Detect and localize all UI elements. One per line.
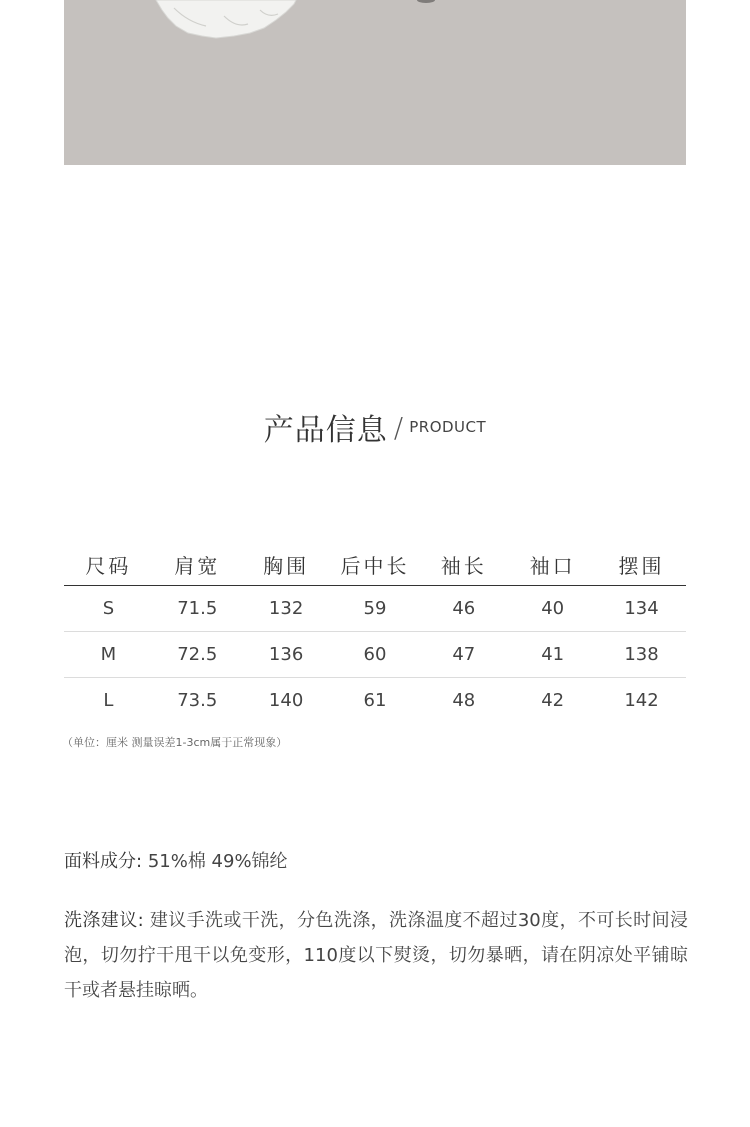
measurement-note: （单位：厘米 测量误差1-3cm属于正常现象） [62, 736, 288, 749]
header-cuff: 袖口 [508, 545, 597, 586]
table-cell: M [64, 632, 153, 678]
table-cell: 132 [242, 586, 331, 632]
table-cell: 41 [508, 632, 597, 678]
wash-label: 洗涤建议: [64, 910, 144, 931]
header-hem: 摆围 [597, 545, 686, 586]
table-cell: 71.5 [153, 586, 242, 632]
table-cell: 42 [541, 690, 565, 711]
size-chart-header-row [64, 545, 686, 586]
table-cell: 47 [419, 632, 508, 678]
table-cell: 40 [508, 586, 597, 632]
table-cell: 60 [331, 632, 420, 678]
size-chart-table [64, 545, 686, 723]
table-row [64, 632, 686, 678]
table-row [64, 586, 686, 632]
header-shoulder-width: 肩宽 [153, 545, 242, 586]
table-cell: L [103, 690, 114, 711]
table-cell: 134 [597, 586, 686, 632]
table-cell: 73.5 [177, 690, 218, 711]
section-title-en: PRODUCT [409, 418, 487, 436]
table-cell: 136 [242, 632, 331, 678]
wash-instructions [64, 903, 688, 1008]
fabric-value: 51%棉 49%锦纶 [147, 851, 288, 872]
fabric-label: 面料成分: [64, 851, 143, 872]
fabric-composition [64, 847, 288, 873]
section-title-slash: / [393, 410, 404, 444]
wash-value: 建议手洗或干洗，分色洗涤，洗涤温度不超过30度，不可长时间浸泡，切勿拧干甩干以免变形，110度以下熨烫，切勿暴晒，请在阴凉处平铺晾干或者悬挂晾晒。 [64, 910, 688, 1001]
section-title-cn: 产品信息 [263, 413, 388, 448]
header-size: 尺码 [64, 545, 153, 586]
header-sleeve-length: 袖长 [419, 545, 508, 586]
table-cell: 138 [597, 632, 686, 678]
section-title [0, 405, 750, 449]
table-row [64, 678, 686, 724]
table-cell: 46 [419, 586, 508, 632]
table-cell: 72.5 [153, 632, 242, 678]
header-back-length: 后中长 [331, 545, 420, 586]
table-cell: S [64, 586, 153, 632]
table-cell: 48 [452, 690, 476, 711]
product-photo-image [64, 0, 686, 165]
table-cell: 59 [331, 586, 420, 632]
table-cell: 61 [363, 690, 387, 711]
product-photo [64, 0, 686, 165]
table-cell: 142 [624, 690, 659, 711]
header-chest: 胸围 [242, 545, 331, 586]
table-cell: 140 [268, 690, 304, 711]
